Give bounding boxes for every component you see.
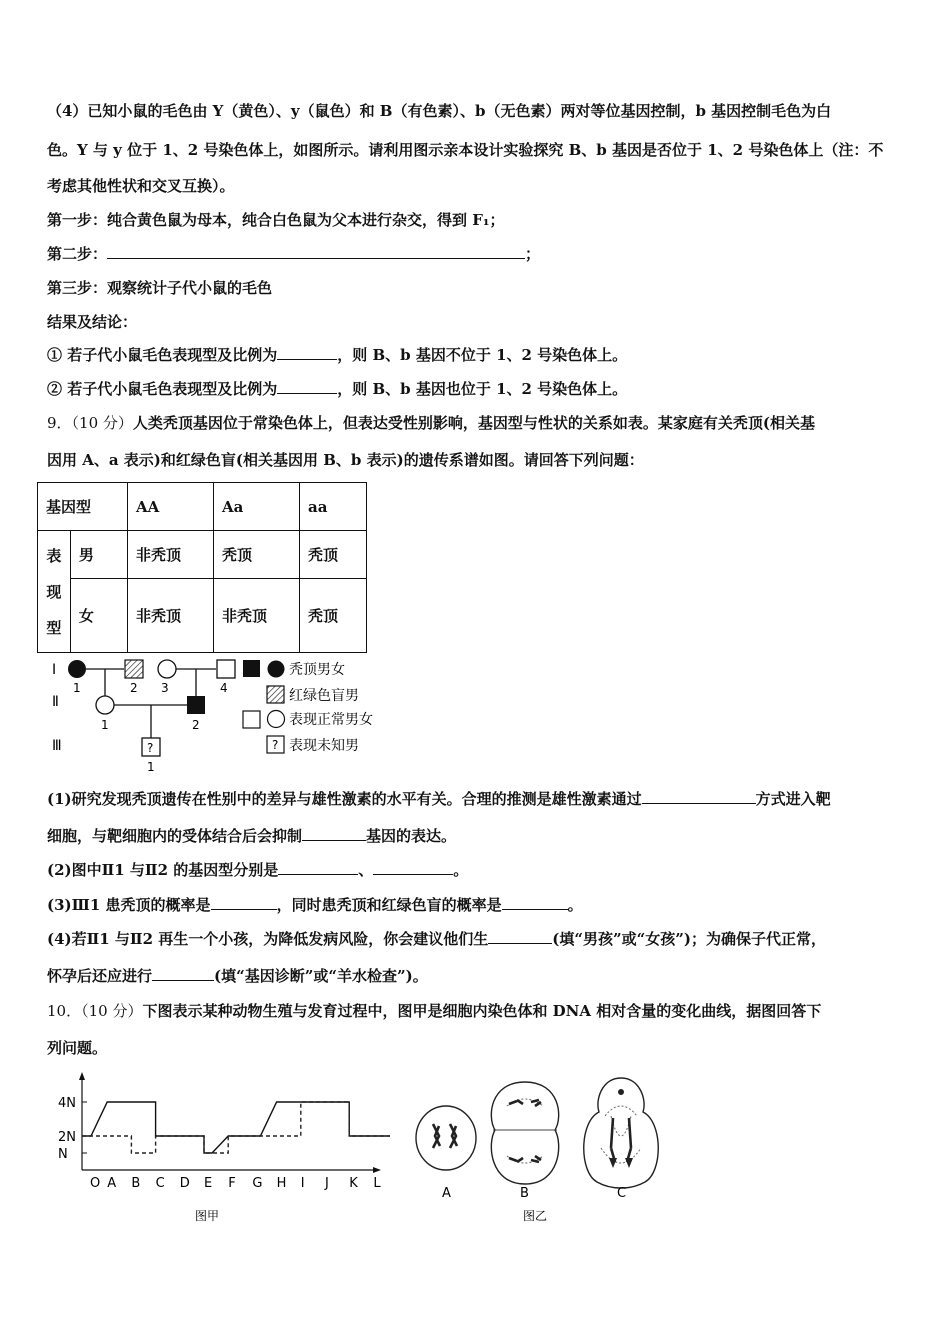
q9-sub4-prefix: (4)若Ⅱ1 与Ⅱ2 再生一个小孩，为降低发病风险，你会建议他们生 xyxy=(47,930,489,948)
q8-result-1 xyxy=(47,345,627,365)
q9-sub1-line2-suffix: 基因的表达。 xyxy=(366,827,457,845)
x-axis-arrow xyxy=(373,1167,381,1173)
legend-unknown-mark: ? xyxy=(272,738,279,752)
phenotype-label xyxy=(38,531,71,653)
individual-number: 4 xyxy=(220,681,228,695)
legend-label: 秃顶男女 xyxy=(289,662,345,678)
answer-blank[interactable] xyxy=(277,345,337,360)
q9-sub1-line2 xyxy=(47,826,456,846)
answer-blank[interactable] xyxy=(277,379,337,394)
y-tick-label: 4N xyxy=(58,1096,76,1111)
cell-c xyxy=(584,1078,659,1201)
q8-step2-suffix: ； xyxy=(525,245,541,263)
x-tick-label: H xyxy=(276,1176,287,1191)
x-tick-label: I xyxy=(300,1176,305,1191)
phenotype-char: 表 xyxy=(46,546,62,565)
individual-number: 2 xyxy=(192,718,200,732)
q9-sub1-prefix: (1)研究发现秃顶遗传在性别中的差异与雄性激素的水平有关。合理的推测是雄性激素通过 xyxy=(47,790,642,808)
x-tick-label: C xyxy=(155,1176,165,1191)
answer-blank[interactable] xyxy=(302,826,366,841)
y-tick-label: N xyxy=(58,1147,68,1162)
pedigree-diagram xyxy=(40,655,400,780)
q8-step2-prefix: 第二步： xyxy=(47,245,108,263)
cell-label: A xyxy=(442,1186,451,1201)
q8-r1-prefix: ① 若子代小鼠毛色表现型及比例为 xyxy=(47,346,278,364)
q8-p4-line2: 色。Y 与 y 位于 1、2 号染色体上，如图所示。请利用图示亲本设计实验探究 B、b 基因是否位于 1、2 号染色体上（注：不 xyxy=(47,141,884,159)
x-tick-label: G xyxy=(252,1176,263,1191)
table-header-cell: AA xyxy=(128,483,214,531)
genotype-table xyxy=(37,482,367,653)
q10-number: 10．（10 分） xyxy=(47,1002,143,1020)
answer-blank[interactable] xyxy=(502,895,568,910)
x-tick-label: D xyxy=(179,1176,190,1191)
x-tick-label: B xyxy=(131,1176,141,1191)
q9-sub4-suffix: (填“男孩”或“女孩”)；为确保子代正常， xyxy=(552,930,826,948)
answer-blank[interactable] xyxy=(373,860,453,875)
q8-step3: 第三步：观察统计子代小鼠的毛色 xyxy=(47,279,273,297)
unknown-mark: ? xyxy=(147,741,154,755)
cell-label: B xyxy=(520,1186,529,1201)
generation-label: Ⅲ xyxy=(52,738,62,754)
answer-blank[interactable] xyxy=(211,895,277,910)
normal-female-symbol xyxy=(158,660,176,678)
table-cell: 非秃顶 xyxy=(128,531,214,579)
legend-label: 表现未知男 xyxy=(289,738,359,754)
q10-stem-line1 xyxy=(47,1001,821,1021)
y-tick-label: 2N xyxy=(58,1130,76,1145)
legend-normal-male-symbol xyxy=(243,711,260,728)
q9-sub4-line2 xyxy=(47,966,428,986)
q9-number: 9．（10 分） xyxy=(47,414,133,432)
x-tick-label: K xyxy=(349,1176,358,1191)
q10-stem-line2: 列问题。 xyxy=(47,1039,108,1057)
individual-number: 2 xyxy=(130,681,138,695)
q9-sub1-line1 xyxy=(47,789,831,809)
normal-male-symbol xyxy=(217,660,235,678)
x-tick-label: L xyxy=(373,1176,381,1191)
q9-sub3-prefix: (3)Ⅲ1 患秃顶的概率是 xyxy=(47,896,211,914)
legend-label: 表现正常男女 xyxy=(289,712,373,728)
answer-blank[interactable] xyxy=(488,929,552,944)
sex-cell: 男 xyxy=(70,531,127,579)
x-tick-label: J xyxy=(325,1176,329,1191)
table-header-cell: aa xyxy=(300,483,367,531)
colorblind-male-symbol xyxy=(125,660,143,678)
q8-step2 xyxy=(47,244,540,264)
q8-r2-prefix: ② 若子代小鼠毛色表现型及比例为 xyxy=(47,380,278,398)
individual-number: 1 xyxy=(147,760,155,774)
q9-sub1-suffix: 方式进入靶 xyxy=(755,790,831,808)
answer-blank[interactable] xyxy=(278,860,358,875)
generation-label: Ⅰ xyxy=(52,662,57,678)
legend-label: 红绿色盲男 xyxy=(289,688,359,704)
series-line-dashed xyxy=(82,1102,390,1153)
x-tick-label: A xyxy=(107,1176,117,1191)
q9-stem-line1 xyxy=(47,413,815,433)
x-tick-label: E xyxy=(204,1176,213,1191)
legend-colorblind-symbol xyxy=(267,686,284,703)
table-cell: 秃顶 xyxy=(300,531,367,579)
cell-label: C xyxy=(617,1186,627,1201)
chart-figure-jia xyxy=(50,1072,390,1232)
legend-normal-female-symbol xyxy=(268,711,285,728)
generation-label: Ⅱ xyxy=(52,694,59,710)
answer-blank[interactable] xyxy=(107,244,525,259)
q9-stem-1: 人类秃顶基因位于常染色体上，但表达受性别影响，基因型与性状的关系如表。某家庭有关秃顶(相关基 xyxy=(132,414,816,432)
q8-r2-suffix: ，则 B、b 基因也位于 1、2 号染色体上。 xyxy=(337,380,628,398)
bald-male-symbol xyxy=(187,696,205,714)
individual-number: 1 xyxy=(101,718,109,732)
q9-sub2-mid: 、 xyxy=(358,861,374,879)
figure2-title: 图乙 xyxy=(523,1209,548,1223)
table-header-cell: Aa xyxy=(214,483,300,531)
answer-blank[interactable] xyxy=(152,966,214,981)
answer-blank[interactable] xyxy=(642,789,756,804)
legend-bald-female-symbol xyxy=(268,661,285,678)
normal-female-symbol xyxy=(96,696,114,714)
phenotype-char: 型 xyxy=(46,618,62,637)
table-cell: 秃顶 xyxy=(300,579,367,653)
q9-sub3 xyxy=(47,895,583,915)
cell-b xyxy=(491,1082,558,1201)
table-header-cell: 基因型 xyxy=(38,483,128,531)
q9-sub3-suffix: 。 xyxy=(567,896,583,914)
figure-yi xyxy=(405,1072,675,1232)
q9-sub1-line2-prefix: 细胞，与靶细胞内的受体结合后会抑制 xyxy=(47,827,303,845)
bald-female-symbol xyxy=(68,660,86,678)
x-tick-label: O xyxy=(90,1176,101,1191)
q9-stem-line2: 因用 A、a 表示)和红绿色盲(相关基因用 B、b 表示)的遗传系谱如图。请回答下列问题： xyxy=(47,451,644,469)
q8-p4-line3: 考虑其他性状和交叉互换）。 xyxy=(47,177,235,195)
q10-stem-1: 下图表示某种动物生殖与发育过程中，图甲是细胞内染色体和 DNA 相对含量的变化曲线，据图回答下 xyxy=(142,1002,822,1020)
q8-result-2 xyxy=(47,379,627,399)
q8-r1-suffix: ，则 B、b 基因不位于 1、2 号染色体上。 xyxy=(337,346,628,364)
q9-sub2-prefix: (2)图中Ⅱ1 与Ⅱ2 的基因型分别是 xyxy=(47,861,279,879)
q9-sub4-line2-prefix: 怀孕后还应进行 xyxy=(47,967,153,985)
q9-sub2 xyxy=(47,860,468,880)
table-cell: 秃顶 xyxy=(214,531,300,579)
q9-sub4-line2-suffix: (填“基因诊断”或“羊水检查”)。 xyxy=(214,967,428,985)
chart-title: 图甲 xyxy=(195,1209,220,1223)
q8-step1: 第一步：纯合黄色鼠为母本，纯合白色鼠为父本进行杂交，得到 F₁； xyxy=(47,211,505,229)
q8-result-title: 结果及结论： xyxy=(47,313,138,331)
q9-sub4-line1 xyxy=(47,929,826,949)
legend-bald-male-symbol xyxy=(243,660,260,677)
q9-sub3-mid: ，同时患秃顶和红绿色盲的概率是 xyxy=(276,896,502,914)
table-cell: 非秃顶 xyxy=(128,579,214,653)
x-tick-label: F xyxy=(228,1176,236,1191)
individual-number: 3 xyxy=(161,681,169,695)
cell-a xyxy=(416,1106,476,1201)
y-axis-arrow xyxy=(79,1072,85,1080)
q9-sub2-suffix: 。 xyxy=(453,861,469,879)
q8-p4-line1: （4）已知小鼠的毛色由 Y（黄色）、y（鼠色）和 B（有色素）、b（无色素）两对等位基因控制，b 基因控制毛色为白 xyxy=(47,102,832,120)
individual-number: 1 xyxy=(73,681,81,695)
sex-cell: 女 xyxy=(70,579,127,653)
phenotype-char: 现 xyxy=(46,582,62,601)
table-cell: 非秃顶 xyxy=(214,579,300,653)
series-line-solid xyxy=(82,1102,390,1153)
